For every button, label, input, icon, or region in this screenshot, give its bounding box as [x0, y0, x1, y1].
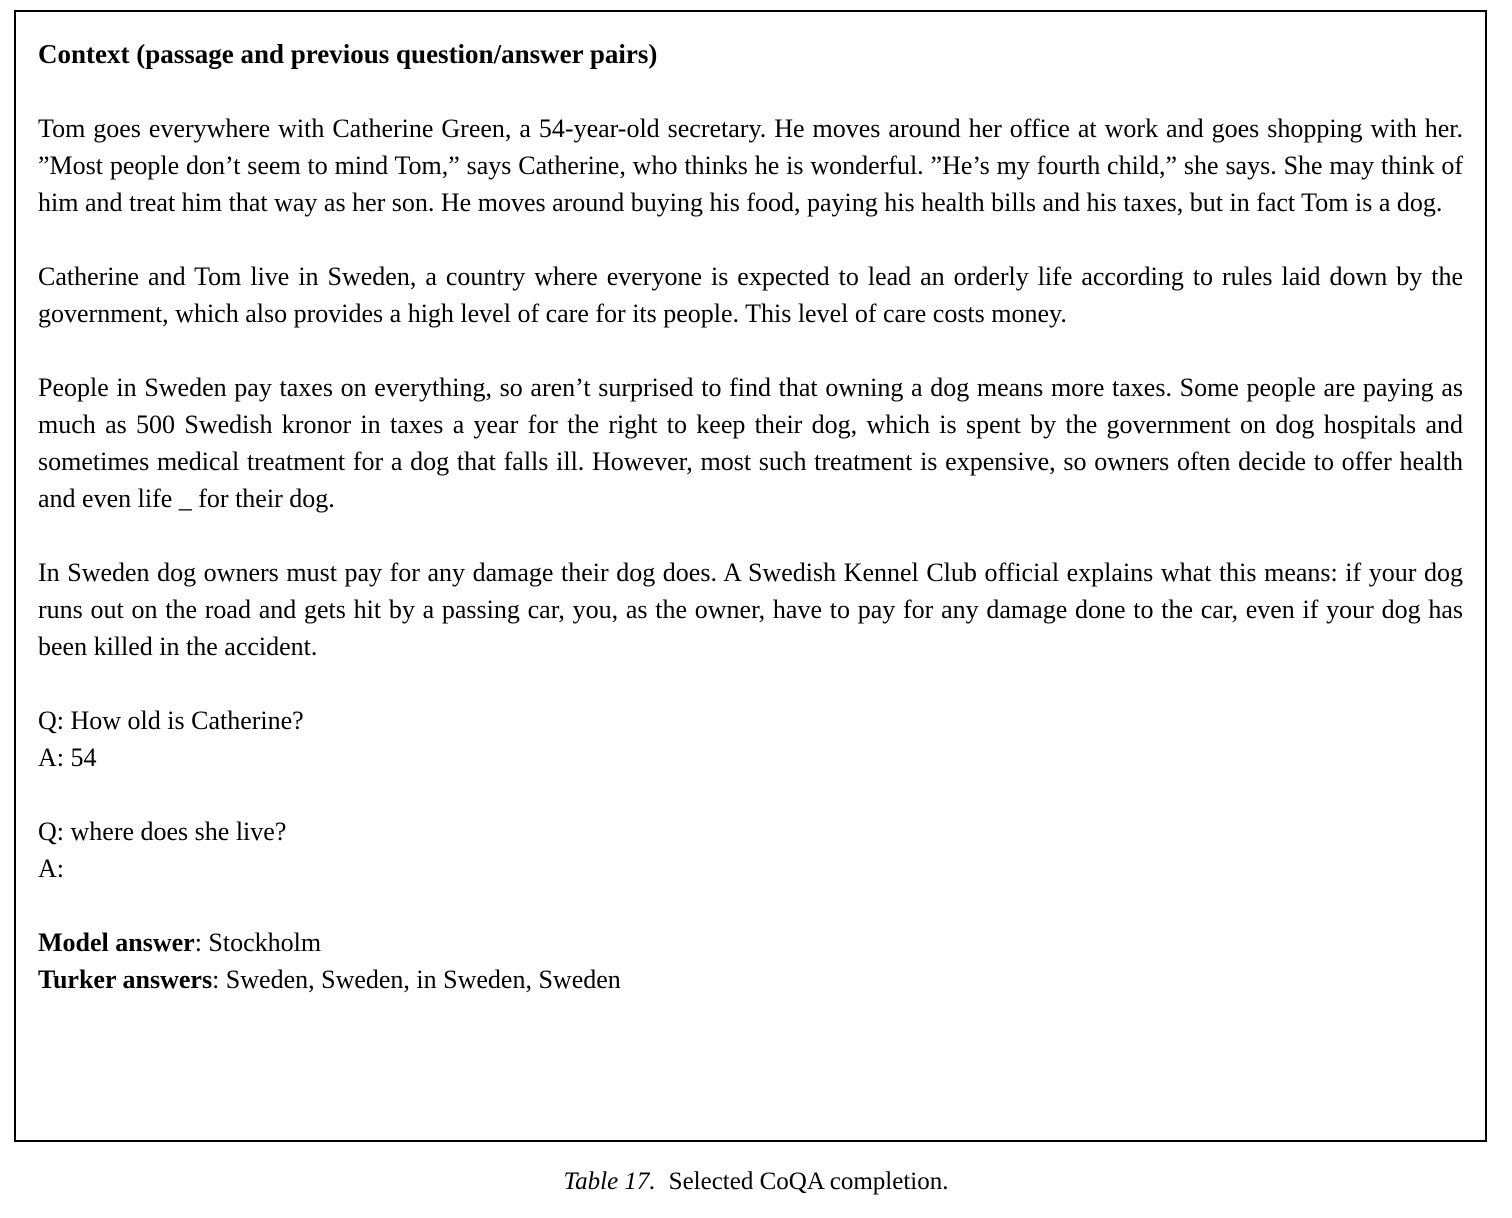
passage-paragraph-1: Tom goes everywhere with Catherine Green, a 54-year-old secretary. He moves around her office at work and goes shopping with her. ”Most people don’t seem to mind Tom,” says Catherine, who thinks he is wonderful. ”He’s my fourth child,” she says. She may think of him and treat him that way as her son. He moves around buying his food, paying his health bills and his taxes, but in fact Tom is a dog. [38, 114, 1463, 217]
qa-pair-2 [38, 813, 1463, 887]
context-heading: Context (passage and previous question/answer pairs) [38, 39, 658, 69]
model-answer-label: Model answer [38, 928, 195, 957]
answer-line-2: A: [38, 854, 64, 883]
qa-pair-1 [38, 702, 1463, 776]
caption-label: Table 17. [563, 1168, 656, 1195]
caption-text: Selected CoQA completion. [668, 1168, 949, 1195]
passage-paragraph-2: Catherine and Tom live in Sweden, a country where everyone is expected to lead an orderly life according to rules laid down by the government, which also provides a high level of care for its people. This level of care costs money. [38, 262, 1463, 328]
passage-paragraph-4: In Sweden dog owners must pay for any damage their dog does. A Swedish Kennel Club official explains what this means: if your dog runs out on the road and gets hit by a passing car, you, as the owner, have to pay for any damage done to the car, even if your dog has been killed in the accident. [38, 558, 1463, 661]
page [0, 10, 1512, 1198]
question-line-1: Q: How old is Catherine? [38, 706, 304, 735]
answers-block [38, 924, 1463, 998]
turker-answers-line [38, 961, 1463, 998]
answer-line-1: A: 54 [38, 743, 97, 772]
turker-answers-label: Turker answers [38, 965, 213, 994]
passage-paragraph-3: People in Sweden pay taxes on everything, so aren’t surprised to find that owning a dog means more taxes. Some people are paying as much as 500 Swedish kronor in taxes a year for the right to keep their dog, which is spent by the government on dog hospitals and sometimes medical treatment for a dog that falls ill. However, most such treatment is expensive, so owners often decide to offer health and even life _ for their dog. [38, 373, 1463, 513]
turker-answers-value: : Sweden, Sweden, in Sweden, Sweden [212, 965, 621, 994]
question-line-2: Q: where does she live? [38, 817, 287, 846]
model-answer-value: : Stockholm [194, 928, 322, 957]
table-caption [0, 1166, 1512, 1198]
context-box [14, 10, 1487, 1142]
model-answer-line [38, 924, 1463, 961]
